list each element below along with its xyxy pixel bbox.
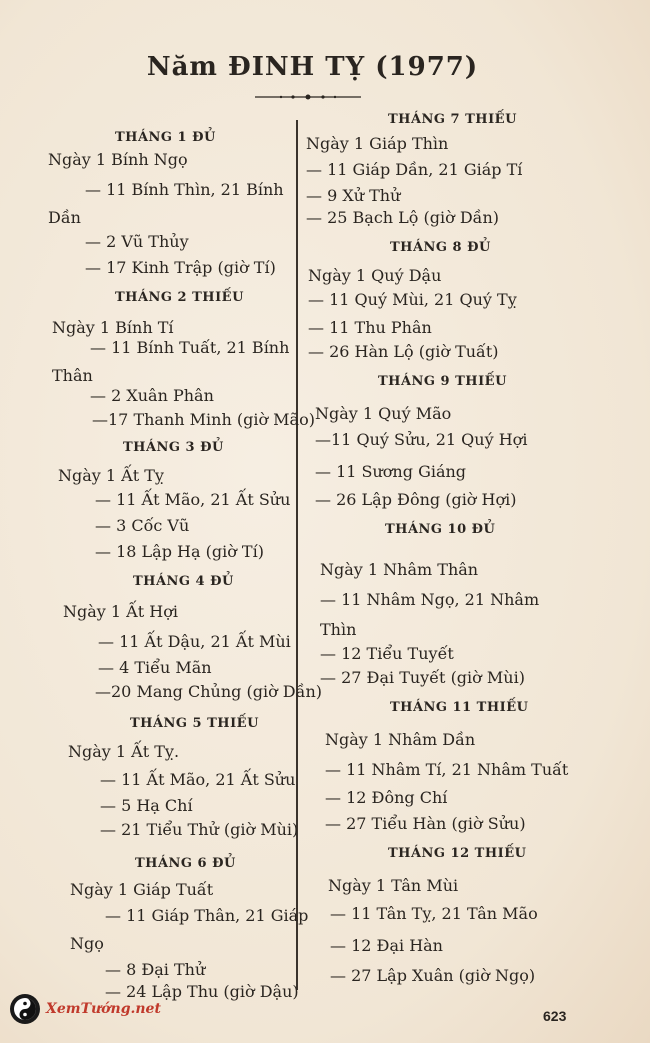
calendar-entry: — 27 Tiểu Hàn (giờ Sửu) [325, 814, 526, 833]
calendar-entry: Ngày 1 Ất Hợi [63, 602, 178, 621]
calendar-entry: — 17 Kinh Trập (giờ Tí) [85, 258, 276, 277]
calendar-entry: — 11 Ất Mão, 21 Ất Sửu [100, 770, 296, 789]
calendar-entry: Ngày 1 Giáp Tuất [70, 880, 214, 899]
calendar-entry: Dần [48, 208, 81, 227]
calendar-entry: Ngày 1 Ất Tỵ [58, 466, 164, 485]
page-title: Năm ĐINH TỴ (1977) [146, 52, 479, 82]
month-heading: THÁNG 10 ĐỦ [385, 522, 496, 537]
calendar-entry: — 9 Xử Thử [306, 186, 401, 205]
calendar-entry: — 18 Lập Hạ (giờ Tí) [95, 542, 264, 561]
month-heading: THÁNG 7 THIẾU [388, 112, 517, 127]
calendar-entry: — 11 Bính Thìn, 21 Bính [85, 180, 284, 199]
month-heading: THÁNG 3 ĐỦ [123, 440, 224, 455]
calendar-entry: —17 Thanh Minh (giờ Mão) [92, 410, 315, 429]
month-heading: THÁNG 2 THIẾU [115, 290, 244, 305]
month-heading: THÁNG 12 THIẾU [388, 846, 527, 861]
calendar-entry: — 2 Xuân Phân [90, 386, 214, 405]
calendar-entry: Ngày 1 Bính Ngọ [48, 150, 188, 169]
calendar-entry: — 11 Tân Tỵ, 21 Tân Mão [330, 904, 538, 923]
calendar-entry: — 26 Lập Đông (giờ Hợi) [315, 490, 517, 509]
logo-text: XemTướng.net [46, 1001, 161, 1017]
calendar-entry: — 5 Hạ Chí [100, 796, 193, 815]
title-ornament [253, 93, 363, 101]
calendar-entry: Ngày 1 Tân Mùi [328, 876, 459, 895]
calendar-entry: Ngọ [70, 934, 104, 953]
month-heading: THÁNG 5 THIẾU [130, 716, 259, 731]
month-heading: THÁNG 9 THIẾU [378, 374, 507, 389]
calendar-entry: — 11 Giáp Dần, 21 Giáp Tí [306, 160, 523, 179]
month-heading: THÁNG 1 ĐỦ [115, 130, 216, 145]
calendar-entry: — 11 Ất Mão, 21 Ất Sửu [95, 490, 291, 509]
column-divider [296, 120, 298, 990]
calendar-entry: — 2 Vũ Thủy [85, 232, 189, 251]
calendar-entry: — 11 Quý Mùi, 21 Quý Tỵ [308, 290, 517, 309]
calendar-entry: — 21 Tiểu Thử (giờ Mùi) [100, 820, 299, 839]
calendar-entry: — 11 Thu Phân [308, 318, 432, 337]
calendar-entry: Ngày 1 Quý Mão [315, 404, 452, 423]
calendar-entry: Ngày 1 Nhâm Thân [320, 560, 479, 579]
calendar-entry: — 12 Tiểu Tuyết [320, 644, 454, 663]
calendar-entry: —11 Quý Sửu, 21 Quý Hợi [315, 430, 528, 449]
calendar-entry: — 11 Sương Giáng [315, 462, 467, 481]
calendar-entry: — 25 Bạch Lộ (giờ Dần) [306, 208, 500, 227]
calendar-entry: — 11 Giáp Thân, 21 Giáp [105, 906, 309, 925]
calendar-entry: — 12 Đại Hàn [330, 936, 443, 955]
yin-yang-icon [10, 994, 40, 1024]
calendar-entry: — 11 Nhâm Ngọ, 21 Nhâm [320, 590, 540, 609]
calendar-entry: Thân [52, 366, 93, 385]
month-heading: THÁNG 8 ĐỦ [390, 240, 491, 255]
calendar-entry: Ngày 1 Quý Dậu [308, 266, 442, 285]
page-number: 623 [543, 1008, 567, 1024]
calendar-entry: — 11 Nhâm Tí, 21 Nhâm Tuất [325, 760, 569, 779]
calendar-entry: —20 Mang Chủng (giờ Dần) [95, 682, 322, 701]
month-heading: THÁNG 4 ĐỦ [133, 574, 234, 589]
calendar-entry: Ngày 1 Giáp Thìn [306, 134, 449, 153]
calendar-entry: — 8 Đại Thử [105, 960, 206, 979]
calendar-entry: — 27 Đại Tuyết (giờ Mùi) [320, 668, 525, 687]
calendar-entry: — 3 Cốc Vũ [95, 516, 190, 535]
calendar-entry: — 11 Bính Tuất, 21 Bính [90, 338, 290, 357]
calendar-entry: — 27 Lập Xuân (giờ Ngọ) [330, 966, 536, 985]
site-logo [10, 992, 161, 1026]
month-heading: THÁNG 6 ĐỦ [135, 856, 236, 871]
calendar-entry: — 26 Hàn Lộ (giờ Tuất) [308, 342, 499, 361]
calendar-entry: Ngày 1 Ất Tỵ. [68, 742, 180, 761]
calendar-entry: Thìn [320, 620, 357, 639]
calendar-entry: — 24 Lập Thu (giờ Dậu) [105, 982, 299, 1001]
calendar-entry: Ngày 1 Bính Tí [52, 318, 174, 337]
calendar-entry: — 4 Tiểu Mãn [98, 658, 212, 677]
month-heading: THÁNG 11 THIẾU [390, 700, 529, 715]
calendar-entry: — 12 Đông Chí [325, 788, 448, 807]
calendar-entry: Ngày 1 Nhâm Dần [325, 730, 476, 749]
calendar-entry: — 11 Ất Dậu, 21 Ất Mùi [98, 632, 291, 651]
